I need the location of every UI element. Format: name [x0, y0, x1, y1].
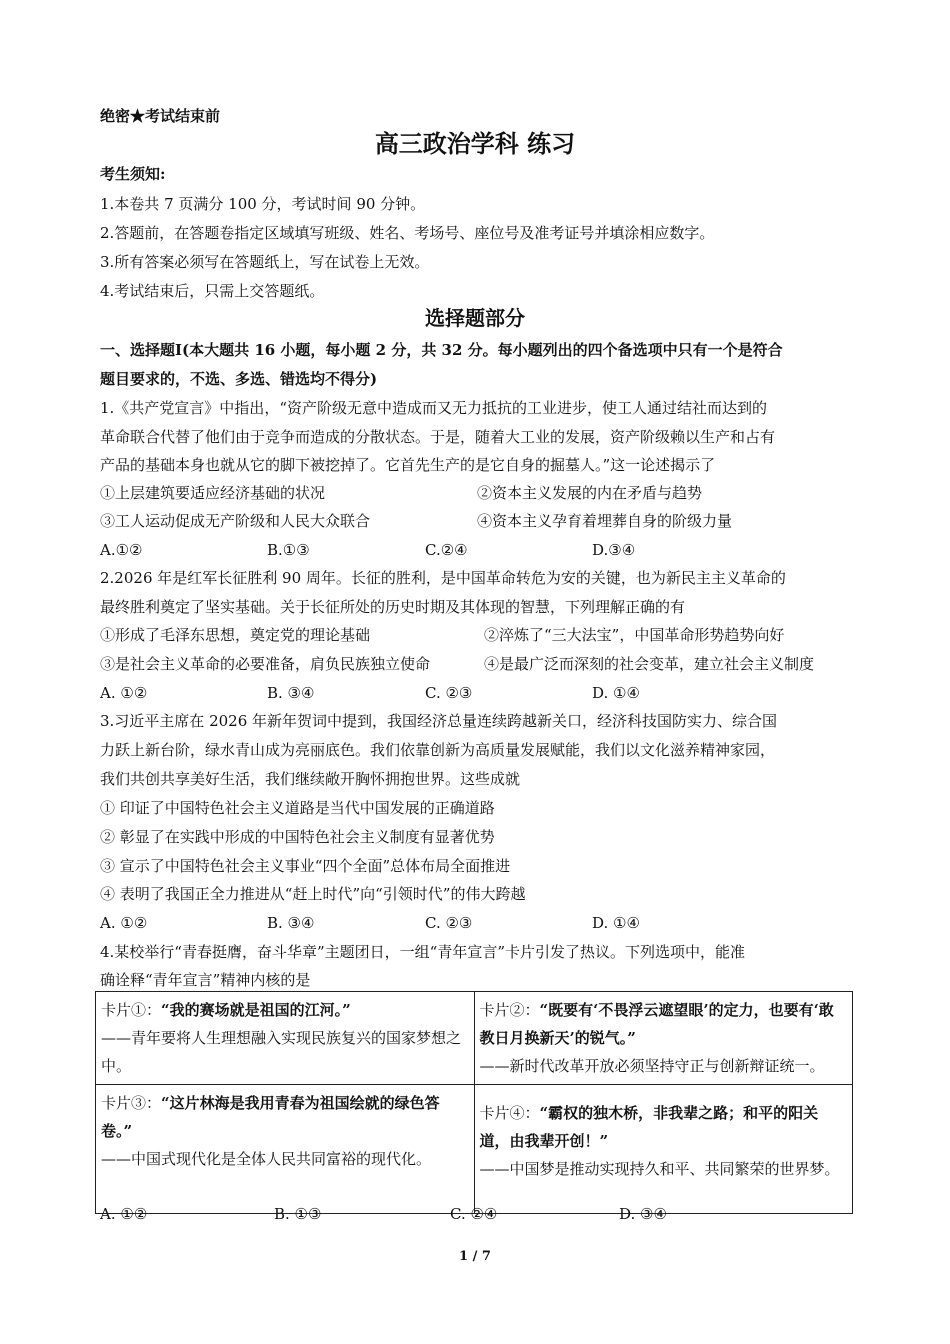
q1-statement-4: ④资本主义孕育着埋葬自身的阶级力量 [477, 512, 733, 530]
q1-option-d: D.③④ [592, 541, 636, 559]
q4-card-4-label: 卡片④： [479, 1104, 540, 1122]
q4-option-b: B. ①③ [274, 1205, 322, 1223]
q2-statements-row-2 [100, 654, 860, 674]
q3-stem-line-3: 我们共创共享美好生活，我们继续敞开胸怀拥抱世界。这些成就 [100, 770, 521, 788]
page-number: 1 / 7 [459, 1249, 491, 1264]
q4-card-1 [96, 992, 475, 1085]
q3-stem-line-2: 力跃上新台阶，绿水青山成为亮丽底色。我们依靠创新为高质量发展赋能，我们以文化滋养精神家园， [100, 741, 776, 759]
q3-option-d: D. ①④ [592, 914, 640, 932]
section-instruction-2: 题目要求的，不选、多选、错选均不得分) [100, 370, 378, 388]
q1-option-b: B.①③ [267, 541, 310, 559]
q4-card-4 [474, 1085, 853, 1214]
q2-stem-line-1: 2.2026 年是红军长征胜利 90 周年。长征的胜利，是中国革命转危为安的关键，也为新民主主义革命的 [100, 569, 786, 587]
q3-option-c: C. ②③ [425, 914, 473, 932]
q4-card-4-quote: “霸权的独木桥，非我辈之路；和平的阳关道，由我辈开创！” [479, 1104, 819, 1150]
q4-stem-line-2: 确诠释“青年宣言”精神内核的是 [100, 971, 311, 989]
q1-statement-3: ③工人运动促成无产阶级和人民大众联合 [100, 512, 371, 530]
q1-statements-row-1 [100, 483, 860, 503]
q1-options [100, 540, 860, 560]
q4-card-table [95, 991, 853, 1214]
q4-card-2-note: ——新时代改革开放必须坚持守正与创新辩证统一。 [479, 1057, 825, 1075]
notice-item-1: 1.本卷共 7 页满分 100 分，考试时间 90 分钟。 [100, 195, 426, 213]
q1-option-c: C.②④ [425, 541, 468, 559]
q4-card-3-label: 卡片③： [101, 1094, 162, 1112]
q1-option-a: A.①② [100, 541, 143, 559]
section-title: 选择题部分 [425, 306, 525, 330]
q1-stem-line-2: 革命联合代替了他们由于竞争而造成的分散状态。于是，随着大工业的发展，资产阶级赖以生产和占有 [100, 428, 776, 446]
q3-stem-line-1: 3.习近平主席在 2026 年新年贺词中提到，我国经济总量连续跨越新关口，经济科技国防实力、综合国 [100, 712, 778, 730]
q2-option-c: C. ②③ [425, 684, 473, 702]
q4-card-1-label: 卡片①： [101, 1001, 162, 1019]
q2-statement-1: ①形成了毛泽东思想，奠定党的理论基础 [100, 626, 371, 644]
q2-options [100, 683, 860, 703]
q1-stem-line-1: 1.《共产党宣言》中指出，“资产阶级无意中造成而又无力抵抗的工业进步，使工人通过结社而达到的 [100, 399, 767, 417]
q3-option-a: A. ①② [100, 914, 148, 932]
q2-statements-row-1 [100, 625, 860, 645]
notice-heading: 考生须知: [100, 165, 166, 183]
q1-stem-line-3: 产品的基础本身也就从它的脚下被挖掉了。它首先生产的是它自身的掘墓人。”这一论述揭示了 [100, 456, 716, 474]
section-instruction-1: 一、选择题Ⅰ(本大题共 16 小题，每小题 2 分，共 32 分。每小题列出的四个备选项中只有一个是符合 [100, 341, 783, 359]
q4-card-2-label: 卡片②： [479, 1001, 540, 1019]
q4-card-1-note: ——青年要将人生理想融入实现民族复兴的国家梦想之中。 [101, 1029, 462, 1075]
q4-option-a: A. ①② [100, 1205, 148, 1223]
q4-card-2 [474, 992, 853, 1085]
q4-stem-line-1: 4.某校举行“青春挺膺，奋斗华章”主题团日，一组“青年宣言”卡片引发了热议。下列选项中，能准 [100, 943, 745, 961]
q3-statement-4: ④ 表明了我国正全力推进从“赶上时代”向“引领时代”的伟大跨越 [100, 885, 526, 903]
q2-option-d: D. ①④ [592, 684, 640, 702]
q4-options [100, 1204, 860, 1224]
q2-statement-4: ④是最广泛而深刻的社会变革，建立社会主义制度 [484, 655, 815, 673]
q4-card-3 [96, 1085, 475, 1214]
q4-card-1-quote: “我的赛场就是祖国的江河。” [161, 1001, 351, 1019]
q4-card-4-note: ——中国梦是推动实现持久和平、共同繁荣的世界梦。 [479, 1160, 840, 1178]
q3-option-b: B. ③④ [267, 914, 315, 932]
q4-option-c: C. ②④ [450, 1205, 498, 1223]
q4-card-2-quote: “既要有‘不畏浮云遮望眼’的定力，也要有‘敢教日月换新天’的锐气。” [479, 1001, 834, 1047]
q1-statement-1: ①上层建筑要适应经济基础的状况 [100, 484, 326, 502]
notice-item-2: 2.答题前，在答题卷指定区域填写班级、姓名、考场号、座位号及准考证号并填涂相应数字。 [100, 224, 715, 242]
q2-option-a: A. ①② [100, 684, 148, 702]
q2-option-b: B. ③④ [267, 684, 315, 702]
exam-title: 高三政治学科 练习 [374, 129, 576, 158]
q2-statement-2: ②淬炼了“三大法宝”，中国革命形势趋势向好 [484, 626, 785, 644]
q3-options [100, 913, 860, 933]
q1-statement-2: ②资本主义发展的内在矛盾与趋势 [477, 484, 703, 502]
notice-item-3: 3.所有答案必须写在答题纸上，写在试卷上无效。 [100, 253, 430, 271]
q4-card-3-note: ——中国式现代化是全体人民共同富裕的现代化。 [101, 1150, 432, 1168]
q2-stem-line-2: 最终胜利奠定了坚实基础。关于长征所处的历史时期及其体现的智慧，下列理解正确的有 [100, 598, 686, 616]
confidential-label: 绝密★考试结束前 [100, 107, 221, 125]
q3-statement-3: ③ 宣示了中国特色社会主义事业“四个全面”总体布局全面推进 [100, 857, 511, 875]
q4-option-d: D. ③④ [619, 1205, 667, 1223]
q4-card-3-quote: “这片林海是我用青春为祖国绘就的绿色答卷。” [101, 1094, 440, 1140]
q2-statement-3: ③是社会主义革命的必要准备，肩负民族独立使命 [100, 655, 431, 673]
notice-item-4: 4.考试结束后，只需上交答题纸。 [100, 282, 325, 300]
q1-statements-row-2 [100, 511, 860, 531]
q3-statement-1: ① 印证了中国特色社会主义道路是当代中国发展的正确道路 [100, 799, 495, 817]
q3-statement-2: ② 彰显了在实践中形成的中国特色社会主义制度有显著优势 [100, 828, 495, 846]
